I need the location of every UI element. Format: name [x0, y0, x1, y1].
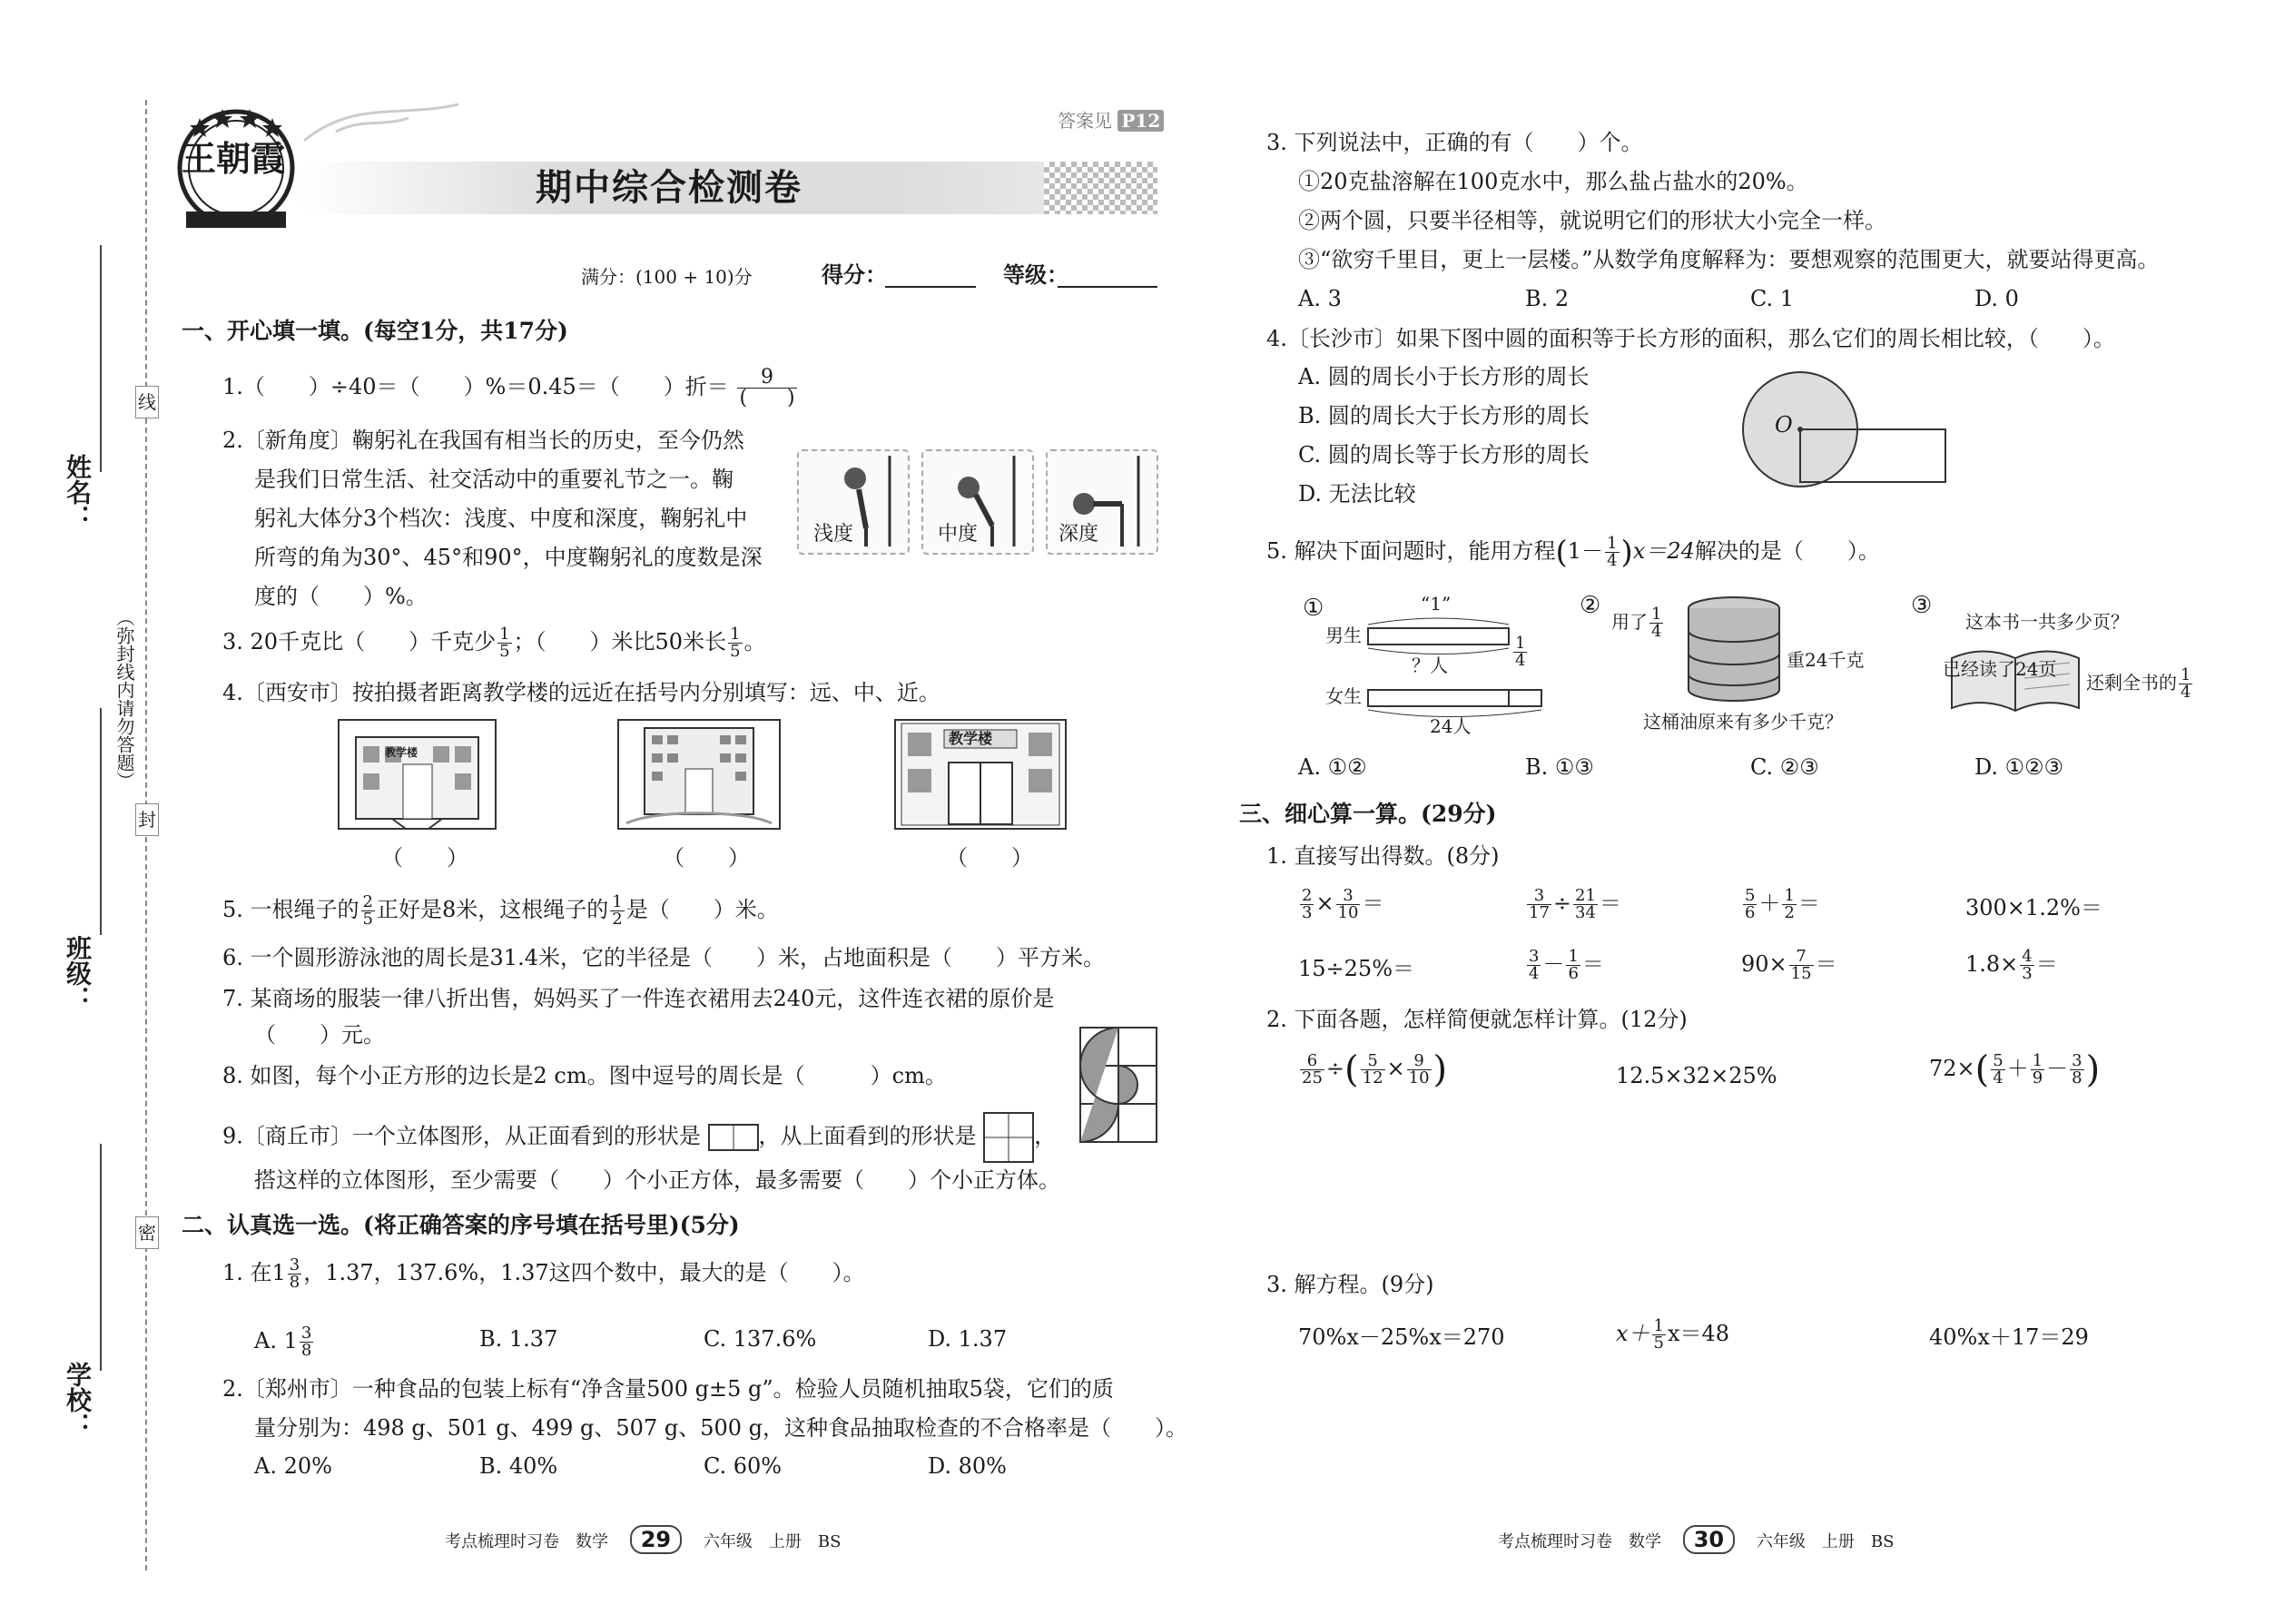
numerator: 3: [1529, 947, 1540, 966]
class-line: [100, 708, 102, 935]
q1-9-line1: [222, 1112, 1056, 1163]
school-label: 学校：: [63, 1362, 93, 1438]
numerator: 1: [1607, 534, 1618, 553]
fraction: [728, 626, 742, 660]
equation-1: 70%x－25%x＝270: [1298, 1324, 1505, 1350]
fraction: [1513, 635, 1527, 669]
denominator: 25: [1302, 1068, 1323, 1088]
q2-5-option-b[interactable]: B. ①③: [1525, 754, 1594, 780]
q1-5-text-c: 是（ ）米。: [625, 897, 779, 922]
diagram-3-left: [2086, 667, 2194, 701]
q2-3: 3. 下列说法中，正确的有（ ）个。: [1266, 130, 1643, 155]
numerator: 1: [1515, 634, 1526, 653]
denominator: 4: [1529, 964, 1540, 983]
eq-post: x＝24: [1632, 538, 1695, 564]
diagram-2-number: ②: [1580, 592, 1601, 619]
eq-paren: (: [1555, 534, 1568, 571]
q2-4-option-b[interactable]: B. 圆的周长大于长方形的周长: [1298, 403, 1590, 428]
numerator: 1: [2032, 1051, 2043, 1070]
paren: ): [2085, 1048, 2101, 1091]
calc-8: [1965, 949, 2058, 982]
paren: ): [1433, 1048, 1448, 1091]
q1-6: 6. 一个圆形游泳池的周长是31.4米，它的半径是（ ）米，占地面积是（ ）平方米。: [222, 945, 1105, 970]
q2-3-option-b[interactable]: B. 2: [1525, 286, 1570, 311]
footer-right-grade: 六年级 上册 BS: [1756, 1532, 1895, 1551]
denominator: 5: [499, 642, 510, 661]
class-label: 班级：: [63, 935, 93, 1011]
numerator: 1: [1653, 1316, 1664, 1335]
denominator: 3: [1302, 903, 1313, 922]
oil-barrel-icon: [1684, 595, 1784, 704]
q1-1-text: 1.（ ）÷40＝（ ）%＝0.45＝（ ）折＝: [222, 374, 729, 399]
answer-ref-page: P12: [1117, 110, 1164, 132]
numerator: 3: [2072, 1051, 2082, 1070]
seal-mark-seal: 封: [135, 803, 159, 836]
fraction: [1991, 1053, 2004, 1087]
q1-3: [222, 626, 766, 660]
q2-2-option-a[interactable]: A. 20%: [254, 1453, 332, 1479]
fraction: [1527, 949, 1541, 982]
bow-shallow-label: 浅度: [813, 523, 854, 546]
q2-5: [1266, 536, 1880, 569]
diagram-1-boy: 男生: [1325, 625, 1362, 646]
q2-1-option-d[interactable]: D. 1.37: [928, 1326, 1008, 1352]
building-middle-image: [617, 719, 781, 830]
denominator: 10: [1408, 1068, 1430, 1088]
operator: ＋: [2006, 1056, 2029, 1081]
numerator: 3: [300, 1324, 312, 1343]
numerator: 6: [1300, 1053, 1324, 1070]
q1-4: 4.〔西安市〕按拍摄者距离教学楼的远近在括号内分别填写：远、中、近。: [222, 680, 940, 705]
q2-3-stmt-1: ①20克盐溶解在100克水中，那么盐占盐水的20%。: [1298, 169, 1808, 194]
footer-left-grade: 六年级 上册 BS: [703, 1532, 842, 1551]
bow-deep-image: [1046, 449, 1158, 555]
s3-part-3: 3. 解方程。(9分): [1266, 1272, 1434, 1297]
calc-6: [1525, 949, 1604, 982]
front-view-shape: [708, 1124, 759, 1151]
diagram-3-read: 已经读了24页: [1943, 658, 2057, 680]
name-label: 姓名：: [63, 454, 93, 530]
footer-left: [445, 1525, 841, 1554]
paren: (: [1974, 1048, 1990, 1091]
denominator: 4: [1993, 1068, 2004, 1088]
q2-2-option-b[interactable]: B. 40%: [479, 1453, 558, 1479]
operator: ×: [1386, 1056, 1405, 1081]
fraction: [2031, 1053, 2044, 1087]
numerator: 1: [2181, 665, 2191, 684]
diagram-2-question: 这桶油原来有多少千克？: [1643, 711, 1843, 733]
page-number-right: 30: [1683, 1525, 1735, 1554]
numerator: 9: [737, 368, 796, 389]
q1-7-line2: （ ）元。: [254, 1022, 385, 1048]
circle-center-label: O: [1775, 412, 1793, 438]
numerator: 21: [1575, 886, 1596, 905]
paren: (: [1344, 1048, 1359, 1091]
equals: ＝: [1362, 891, 1384, 916]
diagram-3-question: 这本书一共多少页？: [1965, 611, 2129, 633]
fraction: [1782, 888, 1796, 921]
s3-part-1: 1. 直接写出得数。(8分): [1266, 843, 1500, 869]
fraction: [2020, 949, 2033, 982]
q1-2-line4: 所弯的角为30°、45°和90°，中度鞠躬礼的度数是深: [254, 545, 763, 570]
fraction: [300, 1325, 313, 1359]
circle-rectangle-figure: [1741, 368, 1950, 495]
fraction: [2179, 667, 2192, 701]
numerator: 1: [499, 625, 510, 644]
calc-7-pre: 90×: [1741, 951, 1787, 977]
comma-figure: [1078, 1026, 1160, 1144]
fraction: [361, 894, 375, 928]
footer-right: [1498, 1525, 1894, 1554]
grade-blank[interactable]: [1058, 286, 1157, 288]
q1-2-line1: 2.〔新角度〕鞠躬礼在我国有相当长的历史，至今仍然: [222, 428, 744, 453]
q2-5-option-c[interactable]: C. ②③: [1750, 754, 1819, 780]
footer-right-book: 考点梳理时习卷 数学: [1498, 1532, 1661, 1551]
denominator: 4: [1651, 622, 1662, 641]
numerator: 1: [1784, 886, 1795, 905]
numerator: 1: [1568, 947, 1579, 966]
numerator: 3: [1336, 888, 1361, 905]
denominator: 8: [289, 1273, 300, 1292]
q2-1-option-a[interactable]: [254, 1325, 315, 1359]
fraction: [1789, 949, 1814, 982]
fraction: [1336, 888, 1361, 921]
bow-deep-label: 深度: [1058, 523, 1099, 546]
footer-left-book: 考点梳理时习卷 数学: [445, 1532, 608, 1551]
grade-label: 等级：: [1003, 261, 1068, 288]
simplify-1: [1298, 1048, 1448, 1091]
denominator: 8: [2072, 1068, 2082, 1088]
calc-1: [1298, 888, 1383, 921]
q2-3-option-c[interactable]: C. 1: [1750, 286, 1795, 311]
answer-ref-label: 答案见: [1058, 110, 1112, 132]
fraction: [737, 368, 796, 408]
numerator: 9: [1407, 1053, 1432, 1070]
operator: ÷: [1552, 891, 1572, 916]
diagram-1-unknown: ？人: [1412, 655, 1448, 676]
numerator: 1: [612, 892, 623, 911]
numerator: 2: [362, 892, 373, 911]
q2-4-option-c[interactable]: C. 圆的周长等于长方形的周长: [1298, 442, 1590, 468]
full-score: 满分：(100 + 10)分: [581, 266, 753, 288]
diagram-2-weight: 重24千克: [1787, 649, 1865, 671]
equals: ＝: [1815, 951, 1837, 977]
q1-2-line3: 躬礼大体分3个档次：浅度、中度和深度，鞠躬礼中: [254, 506, 748, 531]
denominator: 34: [1575, 903, 1596, 922]
denominator: 3: [2022, 964, 2033, 983]
score-blank[interactable]: [885, 286, 976, 288]
building-far-image: [338, 719, 497, 830]
q1-2-line5: 度的（ ）%。: [254, 584, 428, 609]
left-label: 还剩全书的: [2086, 672, 2177, 694]
page-number-left: 29: [630, 1525, 682, 1554]
seal-mark-secret: 密: [135, 1216, 159, 1249]
denominator: 5: [1653, 1334, 1664, 1353]
equation-3: 40%x＋17＝29: [1929, 1324, 2089, 1350]
used-label: 用了: [1611, 611, 1648, 633]
q1-2-line2: 是我们日常生活、社交活动中的重要礼节之一。鞠: [254, 467, 733, 492]
operator: ＋: [1758, 891, 1781, 916]
diagram-1-fraction: [1511, 635, 1529, 669]
denominator: 4: [1515, 651, 1526, 670]
fraction: [610, 894, 624, 928]
numerator: 3: [289, 1255, 300, 1275]
fraction: [1649, 606, 1663, 640]
q1-3-text-c: 。: [743, 629, 766, 655]
q1-3-text-b: ；（ ）米比50米长: [513, 629, 727, 655]
q2-2-option-d[interactable]: D. 80%: [928, 1453, 1007, 1479]
fraction: [1573, 888, 1598, 921]
q2-3-stmt-2: ②两个圆，只要半径相等，就说明它们的形状大小完全一样。: [1298, 208, 1886, 233]
numerator: 5: [1745, 886, 1756, 905]
name-line: [100, 245, 102, 472]
denominator: 10: [1337, 903, 1359, 922]
eq-pre: 1－: [1567, 538, 1604, 564]
q2-1: [222, 1257, 865, 1291]
q2-2-option-c[interactable]: C. 60%: [704, 1453, 783, 1479]
fraction: [1361, 1053, 1385, 1087]
seal-mark-line: 线: [135, 386, 159, 418]
q1-9-text-b: ，从上面看到的形状是: [758, 1123, 977, 1149]
diagram-1-girl: 女生: [1325, 685, 1362, 707]
denominator: 17: [1529, 903, 1550, 922]
calc-4: 300×1.2%＝: [1965, 895, 2102, 920]
denominator: 5: [362, 910, 373, 929]
diagram-1-total: 24人: [1430, 715, 1472, 737]
denominator: 9: [2032, 1068, 2043, 1088]
q2-4: 4.〔长沙市〕如果下图中圆的面积等于长方形的面积，那么它们的周长相比较，（ ）。: [1266, 326, 2115, 351]
equals: ＝: [2035, 951, 2058, 977]
q2-1-text-b: ，1.37，137.6%，1.37这四个数中，最大的是（ ）。: [303, 1260, 865, 1285]
numerator: 1: [1651, 605, 1662, 624]
q1-3-text-a: 3. 20千克比（ ）千克少: [222, 629, 497, 655]
q2-4-option-a[interactable]: A. 圆的周长小于长方形的周长: [1298, 364, 1590, 389]
q1-1: [222, 368, 799, 408]
seal-note: （弥封线内请勿答题）: [113, 608, 135, 790]
fraction: [2070, 1053, 2083, 1087]
q1-4-blank-near[interactable]: （ ）: [946, 845, 1033, 871]
fraction: [1300, 1053, 1324, 1087]
fraction: [1407, 1053, 1432, 1087]
school-line: [100, 1144, 102, 1371]
q1-7-line1: 7. 某商场的服装一律八折出售，妈妈买了一件连衣裙用去240元，这件连衣裙的原价是: [222, 986, 1055, 1011]
diagram-1-number: ①: [1303, 595, 1324, 622]
answer-ref: [1058, 107, 1164, 134]
q2-2-line2: 量分别为：498 g、501 g、499 g、507 g、500 g，这种食品抽取检查的不合格率是（ ）。: [254, 1415, 1188, 1441]
denominator: 4: [1607, 551, 1618, 570]
denominator: ( ): [739, 387, 795, 409]
fraction: [1743, 888, 1757, 921]
diagram-2-used: [1611, 606, 1665, 640]
numerator: 3: [1527, 888, 1551, 905]
q2-4-option-d[interactable]: D. 无法比较: [1298, 481, 1416, 507]
denominator: 6: [1568, 964, 1579, 983]
building-sign-far: 教学楼: [385, 746, 418, 759]
q2-5-option-a[interactable]: A. ①②: [1298, 754, 1367, 780]
operator: －: [2046, 1056, 2069, 1081]
fraction: [497, 626, 511, 660]
equation-2-b: x＝48: [1668, 1321, 1730, 1346]
q1-8: 8. 如图，每个小正方形的边长是2 cm。图中逗号的周长是（ ）cm。: [222, 1063, 947, 1088]
section-2-title: 二、认真选一选。(将正确答案的序号填在括号里)(5分): [182, 1212, 740, 1238]
fraction: [1605, 536, 1619, 569]
q2-3-option-a[interactable]: A. 3: [1298, 286, 1342, 311]
q2-3-stmt-3: ③“欲穷千里目，更上一层楼。”从数学角度解释为：要想观察的范围更大，就要站得更高。: [1298, 247, 2160, 272]
operator: ÷: [1325, 1056, 1345, 1081]
numerator: 1: [730, 625, 741, 644]
equation-2-a: x＋: [1616, 1321, 1650, 1346]
denominator: 12: [1362, 1068, 1383, 1088]
numerator: 5: [1361, 1053, 1385, 1070]
denominator: 15: [1790, 964, 1812, 983]
checker-decoration: [1044, 162, 1157, 214]
q2-1-option-c[interactable]: C. 137.6%: [704, 1326, 817, 1352]
denominator: 5: [730, 642, 741, 661]
page-title: 期中综合检测卷: [536, 166, 802, 209]
section-3-title: 三、细心算一算。(29分): [1239, 801, 1497, 827]
equation-2: [1616, 1318, 1729, 1352]
option-a-text: A. 1: [254, 1328, 298, 1353]
numerator: 5: [1993, 1051, 2004, 1070]
diagram-1-one: “1”: [1421, 593, 1452, 615]
q1-9-text-c: ，: [1034, 1123, 1057, 1149]
building-sign-near: 教学楼: [949, 730, 993, 747]
calc-3: [1741, 888, 1820, 921]
equals: ＝: [1797, 891, 1820, 916]
denominator: 2: [1784, 903, 1795, 922]
operator: －: [1542, 951, 1565, 977]
q2-5-text-a: 5. 解决下面问题时，能用方程: [1266, 538, 1556, 564]
q2-5-option-d[interactable]: D. ①②③: [1974, 754, 2064, 780]
s3-part-2: 2. 下面各题，怎样简便就怎样计算。(12分): [1266, 1007, 1688, 1032]
fraction: [1300, 888, 1314, 921]
q2-1-text-a: 1. 在1: [222, 1260, 286, 1285]
fraction: [288, 1257, 301, 1291]
q1-4-blank-far[interactable]: （ ）: [381, 845, 468, 871]
q2-3-option-d[interactable]: D. 0: [1974, 286, 2019, 311]
denominator: 4: [2181, 683, 2191, 702]
numerator: 4: [2022, 947, 2033, 966]
q2-1-option-b[interactable]: B. 1.37: [479, 1326, 558, 1352]
q1-9-text-a: 9.〔商丘市〕一个立体图形，从正面看到的形状是: [222, 1123, 701, 1149]
q1-5-text-a: 5. 一根绳子的: [222, 897, 359, 922]
fraction: [1527, 888, 1551, 921]
equals: ＝: [1599, 891, 1621, 916]
fraction: [1652, 1318, 1666, 1352]
q2-5-text-b: 解决的是（ ）。: [1694, 538, 1880, 564]
calc-2: [1525, 888, 1621, 921]
denominator: 8: [300, 1341, 312, 1360]
fraction: [1566, 949, 1580, 982]
calc-7: [1741, 949, 1837, 982]
calc-5: 15÷25%＝: [1298, 956, 1414, 981]
numerator: 2: [1302, 886, 1313, 905]
bow-medium-label: 中度: [938, 523, 979, 546]
simplify-3: [1929, 1048, 2101, 1091]
equals: ＝: [1581, 951, 1604, 977]
bow-medium-image: [921, 449, 1034, 555]
score-label: 得分：: [822, 261, 887, 288]
q1-4-blank-middle[interactable]: （ ）: [663, 845, 750, 871]
denominator: 2: [612, 910, 623, 929]
simplify-3-pre: 72×: [1929, 1056, 1975, 1081]
q1-5: [222, 894, 779, 928]
top-view-shape: [983, 1112, 1034, 1163]
numerator: 7: [1789, 949, 1814, 966]
eq-paren: ): [1620, 534, 1633, 571]
q1-5-text-b: 正好是8米，这根绳子的: [376, 897, 609, 922]
calc-8-pre: 1.8×: [1965, 951, 2019, 977]
q2-2-line1: 2.〔郑州市〕一种食品的包装上标有“净含量500 g±5 g”。检验人员随机抽取5袋，它们的质: [222, 1376, 1114, 1402]
bow-shallow-image: [797, 449, 910, 555]
diagram-3-number: ③: [1911, 592, 1933, 619]
operator: ×: [1315, 891, 1334, 916]
q1-9-line2: 搭这样的立体图形，至少需要（ ）个小正方体，最多需要（ ）个小正方体。: [254, 1167, 1060, 1193]
denominator: 6: [1745, 903, 1756, 922]
brand-name: 王朝霞: [182, 138, 286, 179]
section-1-title: 一、开心填一填。(每空1分，共17分): [182, 318, 568, 344]
simplify-2: 12.5×32×25%: [1616, 1063, 1777, 1088]
ribbon-decoration: [300, 91, 463, 154]
